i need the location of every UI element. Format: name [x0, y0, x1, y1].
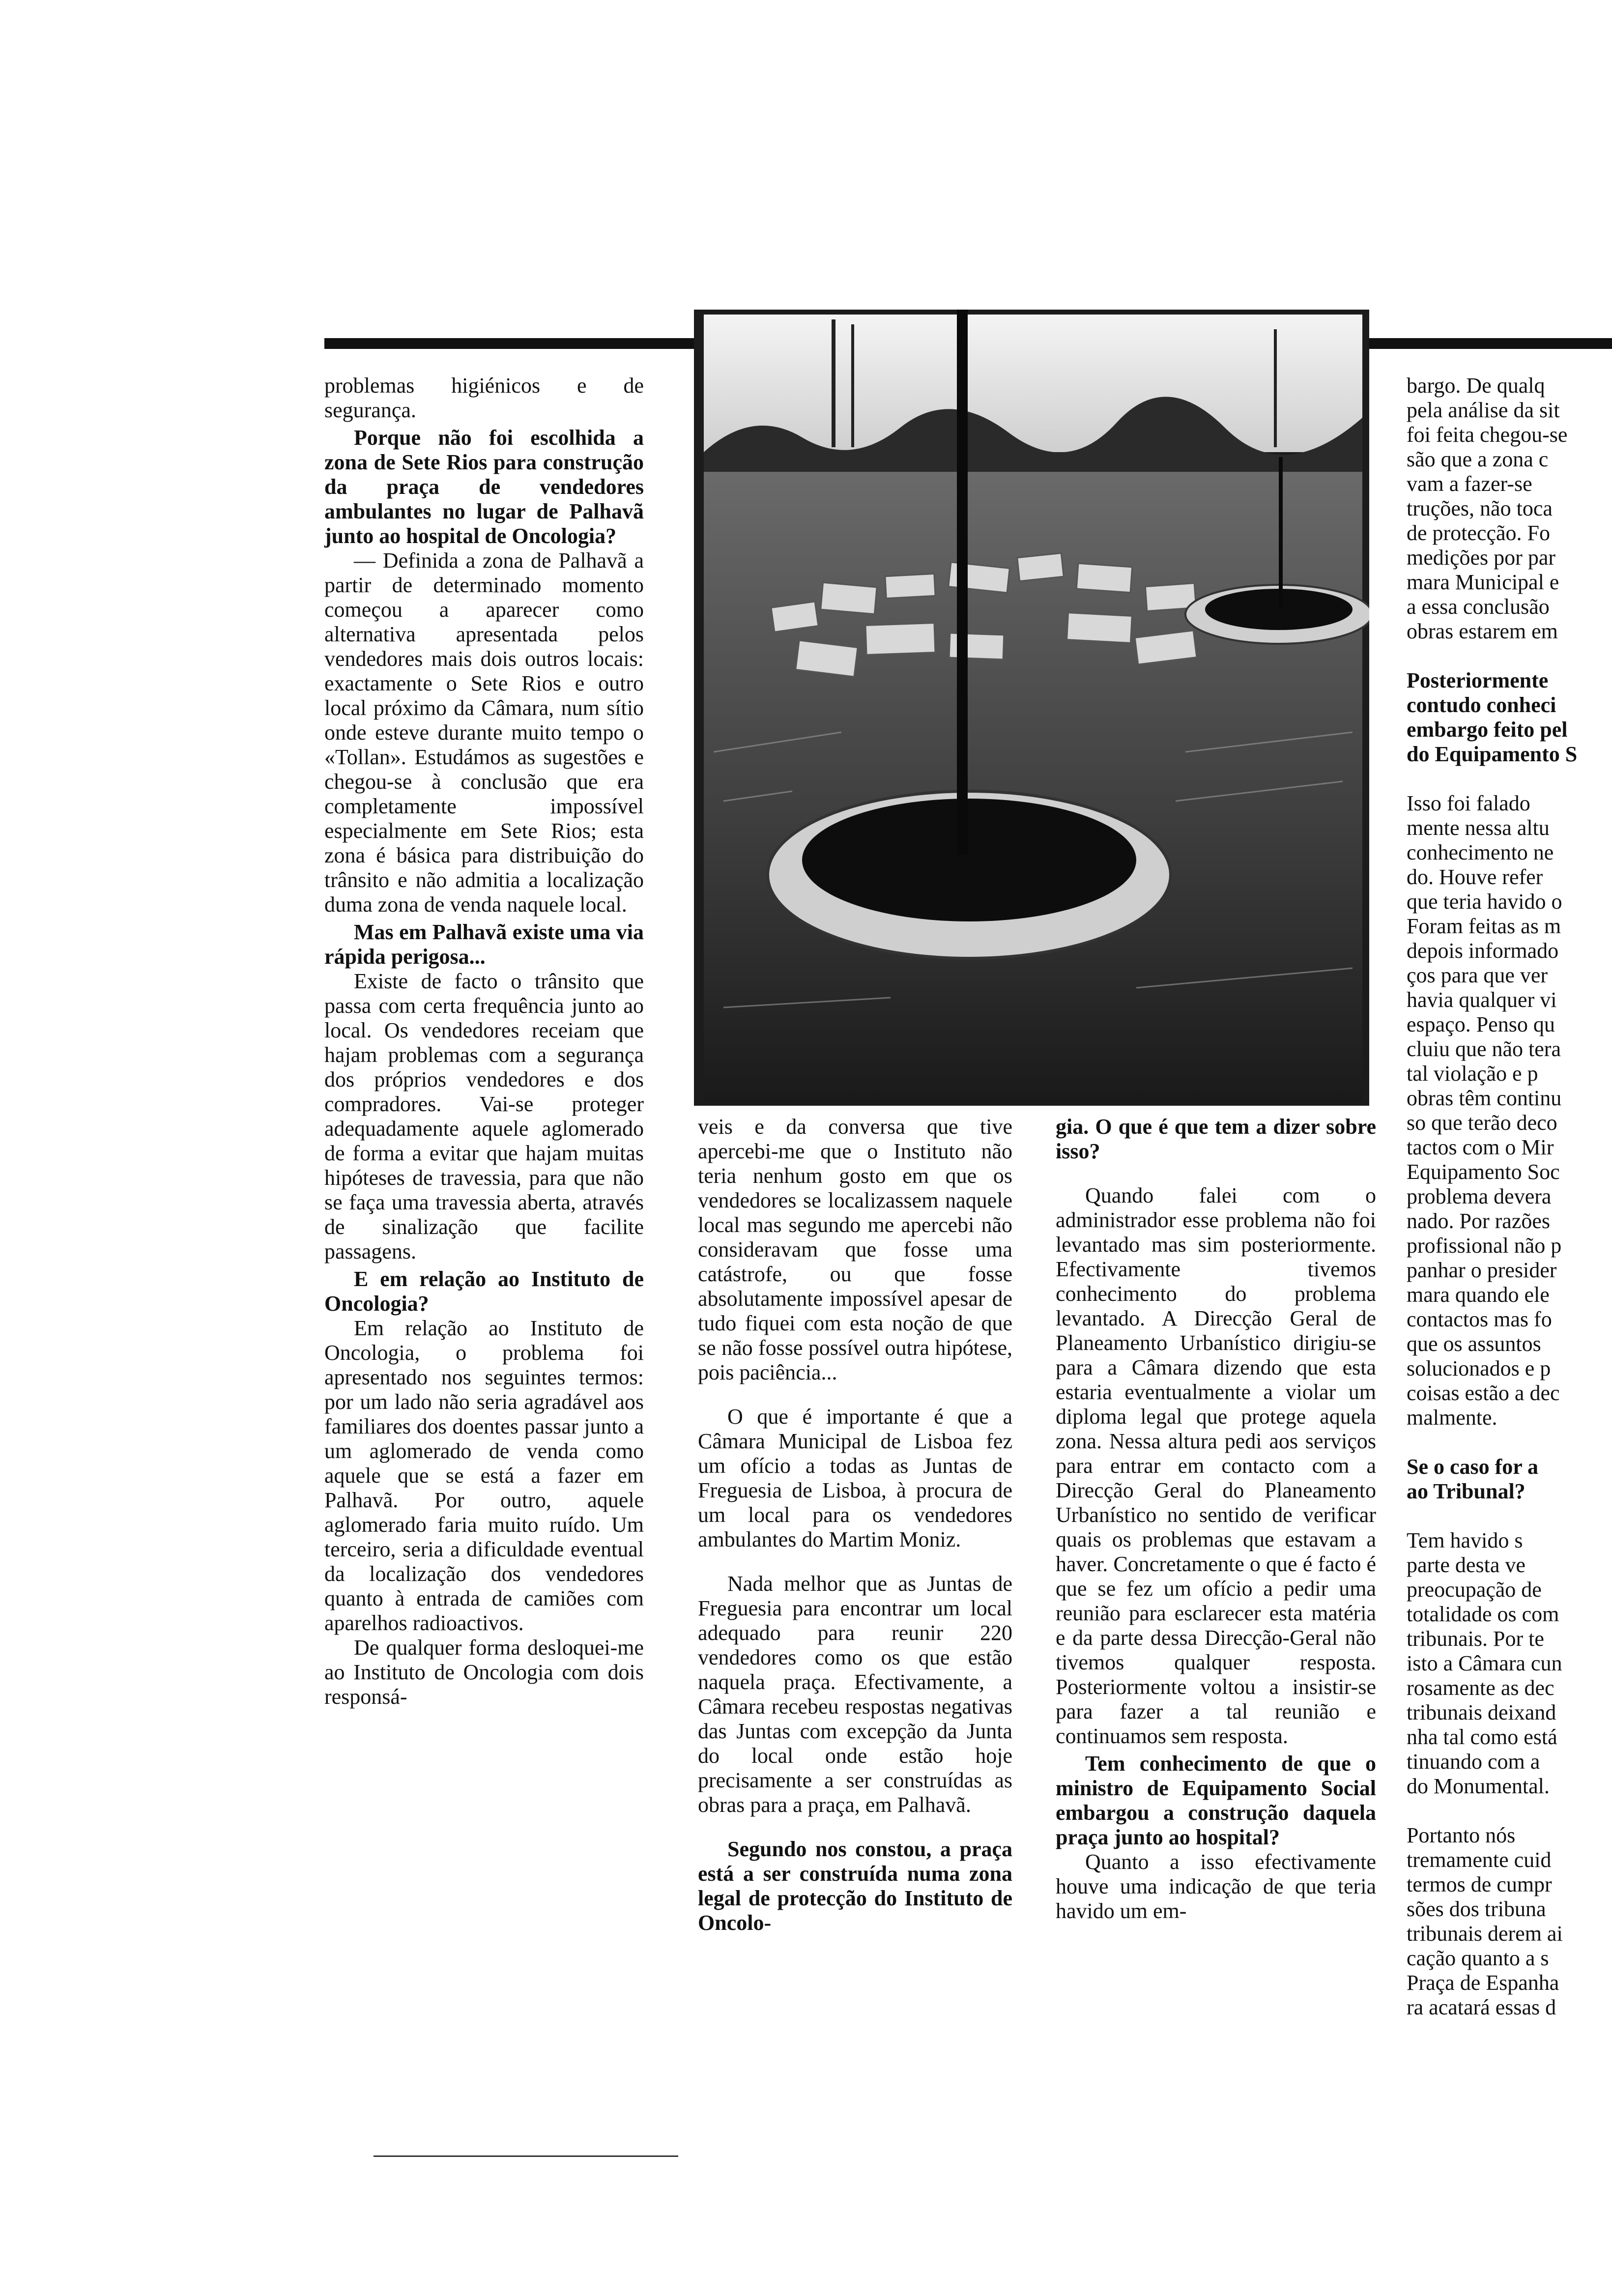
column-4-line: tribunais deixand [1407, 1700, 1556, 1724]
column-4 [1407, 373, 1612, 2152]
column-4-line: truções, não toca [1407, 496, 1553, 520]
column-4-line: termos de cumpr [1407, 1872, 1552, 1896]
column-4-line: cação quanto a s [1407, 1946, 1549, 1970]
column-4-line: medições por par [1407, 545, 1555, 570]
paragraph: — Definida a zona de Palhavã a partir de determinado momento começou a aparecer como alternativa apresentada pelos vendedores mais dois outros locais: exactamente o Sete Rios e outro local próximo da Câmara, num sítio onde esteve durante muito tempo o «Tollan». Estudámos as sugestões e chegou-se à conclusão que era completamente impossível especialmente em Sete Rios; esta zona é básica para distribuição do trânsito e não admitia a localização duma zona de venda naquele local. [324, 548, 644, 917]
paragraph: Nada melhor que as Juntas de Freguesia para encontrar um local adequado para reunir 220 vendedores como os que estão naquela praça. Efectivamente, a Câmara recebeu respostas negativas das Juntas com excepção da Junta do local onde estão hoje precisamente a ser construídas as obras para a praça, em Palhavã. [698, 1572, 1012, 1817]
interview-question: Segundo nos constou, a praça está a ser construída numa zona legal de protecção do Instituto de Oncolo- [698, 1837, 1012, 1935]
column-4-line: problema devera [1407, 1184, 1552, 1208]
column-4-line: ra acatará essas d [1407, 1995, 1556, 2019]
column-4-line: malmente. [1407, 1406, 1497, 1430]
paragraph: Em relação ao Instituto de Oncologia, o problema foi apresentado nos seguintes termos: por um lado não seria agradável aos familiares dos doentes passar junto a um aglomerado de venda como aquele que se está a fazer em Palhavã. Por outro, aquele aglomerado faria muito ruído. Um terceiro, seria a dificuldade eventual da localização dos vendedores quanto à entrada de camiões com aparelhos radioactivos. [324, 1316, 644, 1635]
column-4-line: foi feita chegou-se [1407, 423, 1568, 447]
column-4-line: conhecimento ne [1407, 840, 1554, 864]
column-4-line: tinuando com a [1407, 1750, 1540, 1774]
column-2 [698, 1115, 1012, 2147]
column-4-line: a essa conclusão [1407, 595, 1550, 619]
column-4-line: espaço. Penso qu [1407, 1012, 1555, 1036]
column-4-line: Se o caso for a [1407, 1455, 1539, 1479]
column-4-line: contudo conheci [1407, 693, 1556, 717]
column-4-line: tal violação e p [1407, 1062, 1538, 1086]
interview-question: Tem conhecimento de que o ministro de Equipamento Social embargou a construção daquela praça junto ao hospital? [1056, 1751, 1376, 1849]
paragraph: veis e da conversa que tive apercebi-me que o Instituto não teria nenhum gosto em que os vendedores se localizassem naquele local mas segundo me apercebi não consideravam que fosse uma catástrofe, ou que fosse absolutamente impossível apesar de tudo fiquei com esta noção de que se não fosse possível outra hipótese, pois paciência... [698, 1115, 1012, 1384]
column-4-line: so que terão deco [1407, 1111, 1557, 1135]
column-4-line: bargo. De qualq [1407, 373, 1545, 398]
column-4-line: de protecção. Fo [1407, 521, 1550, 545]
column-4-line: totalidade os com [1407, 1602, 1559, 1626]
column-4-line: preocupação de [1407, 1578, 1542, 1602]
column-4-line: pela análise da sit [1407, 398, 1560, 422]
column-4-line: tactos com o Mir [1407, 1135, 1554, 1159]
column-4-line: embargo feito pel [1407, 718, 1568, 742]
photo-market-construction-site-icon [694, 310, 1369, 1106]
column-4-line: isto a Câmara cun [1407, 1651, 1562, 1675]
top-rule-left [324, 338, 694, 349]
column-4-line: solucionados e p [1407, 1356, 1551, 1380]
column-4-line: mara Municipal e [1407, 570, 1559, 594]
column-4-line: que teria havido o [1407, 890, 1562, 914]
interview-question: Porque não foi escolhida a zona de Sete Rios para construção da praça de vendedores ambulantes no lugar de Palhavã junto ao hospital de Oncologia? [324, 426, 644, 548]
column-4-line: Foram feitas as m [1407, 914, 1561, 938]
column-4-line [1407, 1504, 1612, 1528]
column-4-line: tribunais. Por te [1407, 1627, 1544, 1651]
paragraph: problemas higiénicos e de segurança. [324, 373, 644, 422]
column-4-line: havia qualquer vi [1407, 988, 1557, 1012]
bottom-rule [374, 2155, 678, 2157]
column-4-line: obras têm continu [1407, 1086, 1562, 1110]
column-4-line: mara quando ele [1407, 1283, 1550, 1307]
column-4-line: profissional não p [1407, 1234, 1562, 1258]
paragraph: Existe de facto o trânsito que passa com certa frequência junto ao local. Os vendedores receiam que hajam problemas com a segurança dos próprios vendedores e dos compradores. Vai-se proteger adequadamente aquele aglomerado de forma a evitar que hajam muitas hipóteses de travessia, para que não se faça uma travessia aberta, através de sinalização que facilite passagens. [324, 969, 644, 1263]
column-4-line [1407, 767, 1612, 791]
column-4-line: do. Houve refer [1407, 865, 1543, 889]
interview-question: Mas em Palhavã existe uma via rápida perigosa... [324, 920, 644, 969]
column-4-line: são que a zona c [1407, 447, 1549, 471]
column-4-line: coisas estão a dec [1407, 1381, 1560, 1405]
top-rule-right [1369, 338, 1612, 349]
column-4-line: tribunais derem ai [1407, 1922, 1563, 1946]
column-1 [324, 373, 644, 2157]
column-4-line: nado. Por razões [1407, 1209, 1551, 1233]
column-4-line: Portanto nós [1407, 1823, 1516, 1847]
column-4-line: que os assuntos [1407, 1332, 1541, 1356]
paragraph: Quanto a isso efectivamente houve uma indicação de que teria havido um em- [1056, 1850, 1376, 1923]
paragraph: Quando falei com o administrador esse problema não foi levantado mas sim posteriormente. Efectivamente tivemos conhecimento do problema levantado. A Direcção Geral de Planeamento Urbanístico dirigiu-se para a Câmara dizendo que esta estaria eventualmente a violar um diploma legal que protege aquela zona. Nessa altura pedi aos serviços para entrar em contacto com a Direcção Geral do Planeamento Urbanístico no sentido de verificar quais os problemas que estavam a haver. Concretamente o que é facto é que se fez um ofício a pedir uma reunião para esclarecer esta matéria e da parte dessa Direcção-Geral não tivemos qualquer resposta. Posteriormente voltou a insistir-se para fazer a tal reunião e continuamos sem resposta. [1056, 1183, 1376, 1748]
column-4-line: rosamente as dec [1407, 1676, 1554, 1700]
interview-question: gia. O que é que tem a dizer sobre isso? [1056, 1115, 1376, 1163]
column-4-line [1407, 1799, 1612, 1823]
column-4-line: ços para que ver [1407, 963, 1548, 987]
column-4-line: nha tal como está [1407, 1725, 1557, 1749]
interview-question: E em relação ao Instituto de Oncologia? [324, 1267, 644, 1316]
paragraph: De qualquer forma desloquei-me ao Instituto de Oncologia com dois responsá- [324, 1636, 644, 1709]
column-4-line [1407, 1430, 1612, 1455]
column-4-line: mente nessa altu [1407, 816, 1550, 840]
column-4-line [1407, 644, 1612, 668]
column-4-line: Praça de Espanha [1407, 1971, 1559, 1995]
column-4-line: sões dos tribuna [1407, 1897, 1546, 1921]
column-4-line: depois informado [1407, 939, 1559, 963]
paragraph: O que é importante é que a Câmara Municipal de Lisboa fez um ofício a todas as Juntas de Freguesia de Lisboa, à procura de um local para os vendedores ambulantes do Martim Moniz. [698, 1405, 1012, 1551]
column-4-line: do Equipamento S [1407, 742, 1578, 766]
column-4-line: tremamente cuid [1407, 1848, 1552, 1872]
article-photo [694, 310, 1369, 1106]
column-4-line: panhar o presider [1407, 1258, 1557, 1282]
column-4-line: Equipamento Soc [1407, 1160, 1560, 1184]
column-4-line: ao Tribunal? [1407, 1479, 1526, 1503]
column-4-line: obras estarem em [1407, 619, 1558, 643]
column-4-line: Posteriormente [1407, 668, 1549, 692]
column-4-line: Tem havido s [1407, 1528, 1523, 1552]
column-4-line: Isso foi falado [1407, 791, 1530, 815]
column-4-line: vam a fazer-se [1407, 472, 1532, 496]
column-4-line: do Monumental. [1407, 1774, 1550, 1798]
column-4-line: cluiu que não tera [1407, 1037, 1561, 1061]
column-4-line: parte desta ve [1407, 1553, 1526, 1577]
column-3 [1056, 1115, 1376, 2147]
column-4-line: contactos mas fo [1407, 1307, 1552, 1331]
